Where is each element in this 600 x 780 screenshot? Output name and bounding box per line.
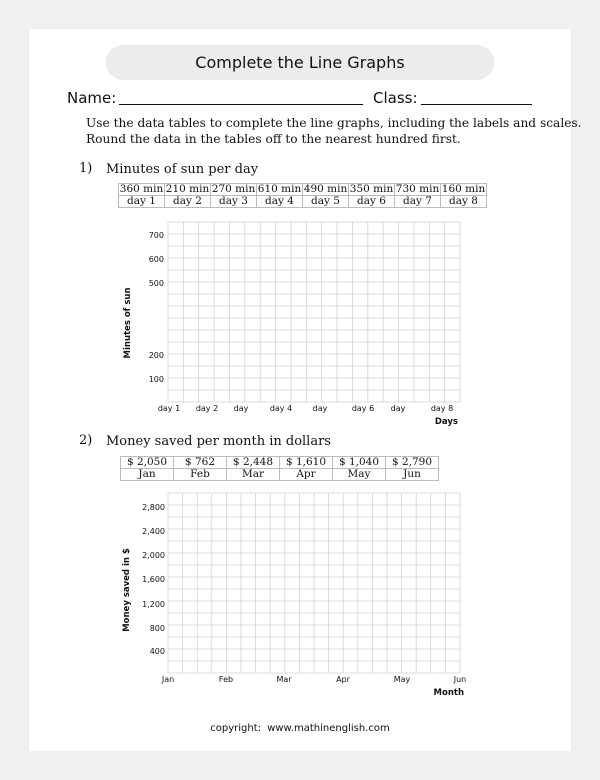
table-cell: 210 min [165, 183, 210, 195]
chart-1-y-axis-title: Minutes of sun [123, 287, 133, 359]
table-cell: 160 min [441, 183, 486, 195]
table-cell: 270 min [211, 183, 256, 195]
table-cell: $ 1,610 [280, 457, 333, 469]
y-tick-label: 1,200 [142, 600, 165, 609]
question-2-number: 2) [79, 433, 93, 448]
chart-2-x-ticks [161, 675, 466, 684]
table-cell: Mar [227, 469, 280, 481]
chart-2-x-axis-title: Month [433, 688, 464, 698]
y-tick-label: 600 [148, 255, 164, 264]
table-cell: $ 762 [174, 457, 227, 469]
instruction-line-2: Round the data in the tables off to the nearest hundred first. [86, 132, 461, 146]
y-tick-label: 700 [148, 231, 164, 240]
y-tick-label: 2,000 [142, 551, 165, 560]
table-cell: 610 min [257, 183, 302, 195]
x-tick-label: day 2 [195, 404, 219, 413]
x-tick-label: Apr [336, 675, 350, 684]
table-cell: Jan [121, 469, 174, 481]
copyright-footer: copyright: www.mathinenglish.com [210, 723, 390, 734]
x-tick-label: day 4 [269, 404, 293, 413]
y-tick-label: 1,600 [142, 575, 165, 584]
question-1-title: Minutes of sun per day [106, 162, 259, 177]
table-cell: Jun [386, 469, 439, 481]
y-tick-label: 2,800 [142, 503, 165, 512]
y-tick-label: 2,400 [142, 527, 165, 536]
table-cell: 360 min [119, 183, 164, 195]
y-tick-label: 100 [148, 375, 164, 384]
table-cell: day 4 [257, 196, 303, 208]
table-cell: Apr [280, 469, 333, 481]
x-tick-label: day 1 [157, 404, 181, 413]
table-cell: day 3 [211, 196, 257, 208]
table-cell: day 8 [441, 196, 487, 208]
table-cell: day 5 [303, 196, 349, 208]
table-cell: day 7 [395, 196, 441, 208]
table-cell: day 1 [119, 196, 165, 208]
class-label: Class: [373, 89, 418, 107]
x-tick-label: day [233, 404, 249, 413]
chart-2-grid [168, 493, 460, 673]
table-cell: 490 min [303, 183, 348, 195]
x-tick-label: Mar [276, 675, 292, 684]
chart-1-x-axis-title: Days [434, 417, 458, 427]
x-tick-label: day 6 [351, 404, 375, 413]
y-tick-label: 500 [148, 279, 164, 288]
y-tick-label: 400 [149, 647, 165, 656]
x-tick-label: Jan [161, 675, 175, 684]
y-tick-label: 200 [148, 351, 164, 360]
table-cell: day 6 [349, 196, 395, 208]
x-tick-label: day 8 [430, 404, 454, 413]
instruction-line-1: Use the data tables to complete the line graphs, including the labels and scales. [86, 116, 582, 130]
question-2-title: Money saved per month in dollars [106, 434, 331, 449]
table-cell: 730 min [395, 183, 440, 195]
x-tick-label: Feb [218, 675, 234, 684]
table-cell: $ 2,050 [121, 457, 174, 469]
worksheet-title: Complete the Line Graphs [106, 45, 494, 80]
table-cell: $ 2,790 [386, 457, 439, 469]
table-cell: day 2 [165, 196, 211, 208]
name-label: Name: [67, 89, 117, 107]
table-cell: May [333, 469, 386, 481]
table-cell: 350 min [349, 183, 394, 195]
chart-2-y-axis-title: Money saved in $ [122, 548, 132, 632]
chart-2-y-ticks [142, 503, 165, 656]
table-cell: Feb [174, 469, 227, 481]
y-tick-label: 800 [149, 624, 165, 633]
table-cell: $ 2,448 [227, 457, 280, 469]
question-1-number: 1) [79, 161, 93, 176]
table-cell: $ 1,040 [333, 457, 386, 469]
x-tick-label: May [393, 675, 411, 684]
x-tick-label: day [312, 404, 328, 413]
x-tick-label: day [390, 404, 406, 413]
x-tick-label: Jun [453, 675, 467, 684]
